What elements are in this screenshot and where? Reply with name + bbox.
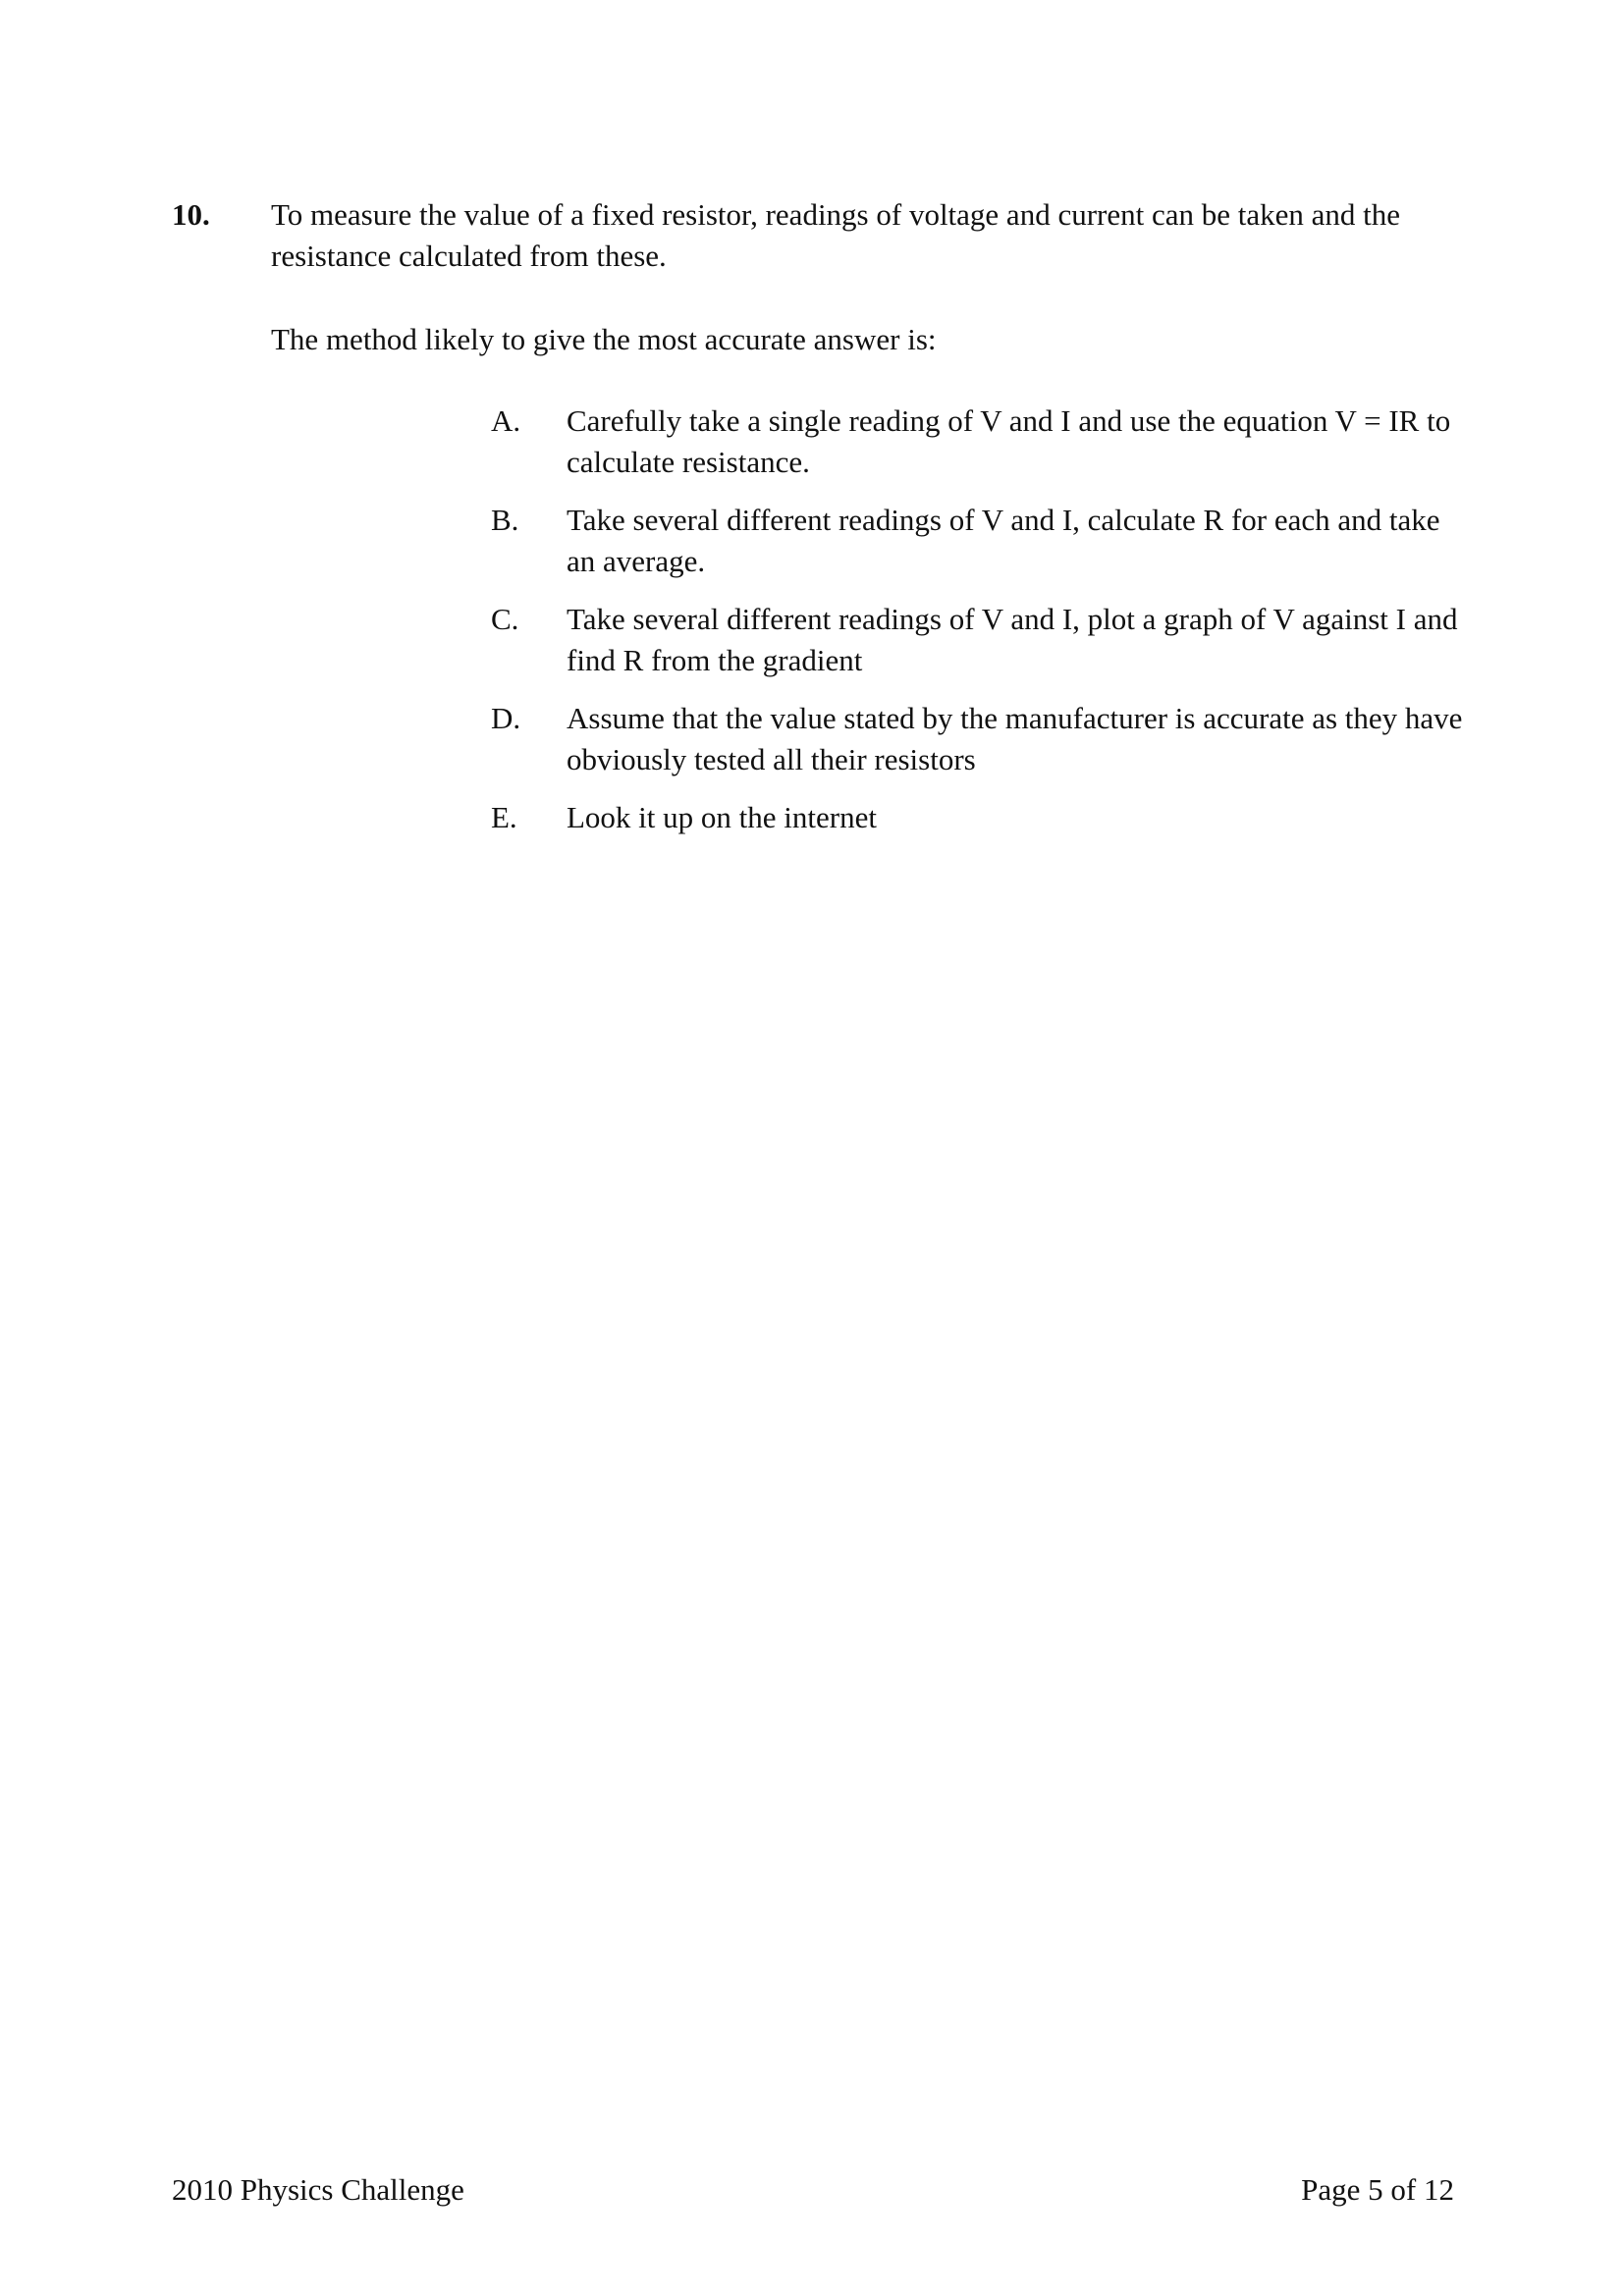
question-number: 10. [172,197,210,232]
option-a [491,400,1473,483]
footer-title: 2010 Physics Challenge [172,2172,464,2207]
option-letter: E. [491,800,517,834]
option-letter: A. [491,403,521,438]
option-letter: C. [491,602,519,636]
option-d [491,698,1473,780]
option-text: Look it up on the internet [567,800,877,834]
option-b [491,500,1473,582]
option-text: Assume that the value stated by the manufacturer is accurate as they have obviously tested all their resistors [567,701,1463,776]
option-c [491,599,1473,681]
option-text: Take several different readings of V and I, calculate R for each and take an average. [567,503,1440,578]
option-text: Take several different readings of V and I, plot a graph of V against I and find R from the gradient [567,602,1458,677]
question-stem: To measure the value of a fixed resistor, readings of voltage and current can be taken and the resistance calculated from these. [271,197,1401,273]
answer-options [491,400,1473,855]
option-letter: B. [491,503,519,537]
question-instruction: The method likely to give the most accurate answer is: [271,322,937,356]
option-e [491,797,1473,838]
footer-page-number: Page 5 of 12 [1301,2172,1454,2207]
option-letter: D. [491,701,521,735]
option-text: Carefully take a single reading of V and I and use the equation V = IR to calculate resistance. [567,403,1451,479]
